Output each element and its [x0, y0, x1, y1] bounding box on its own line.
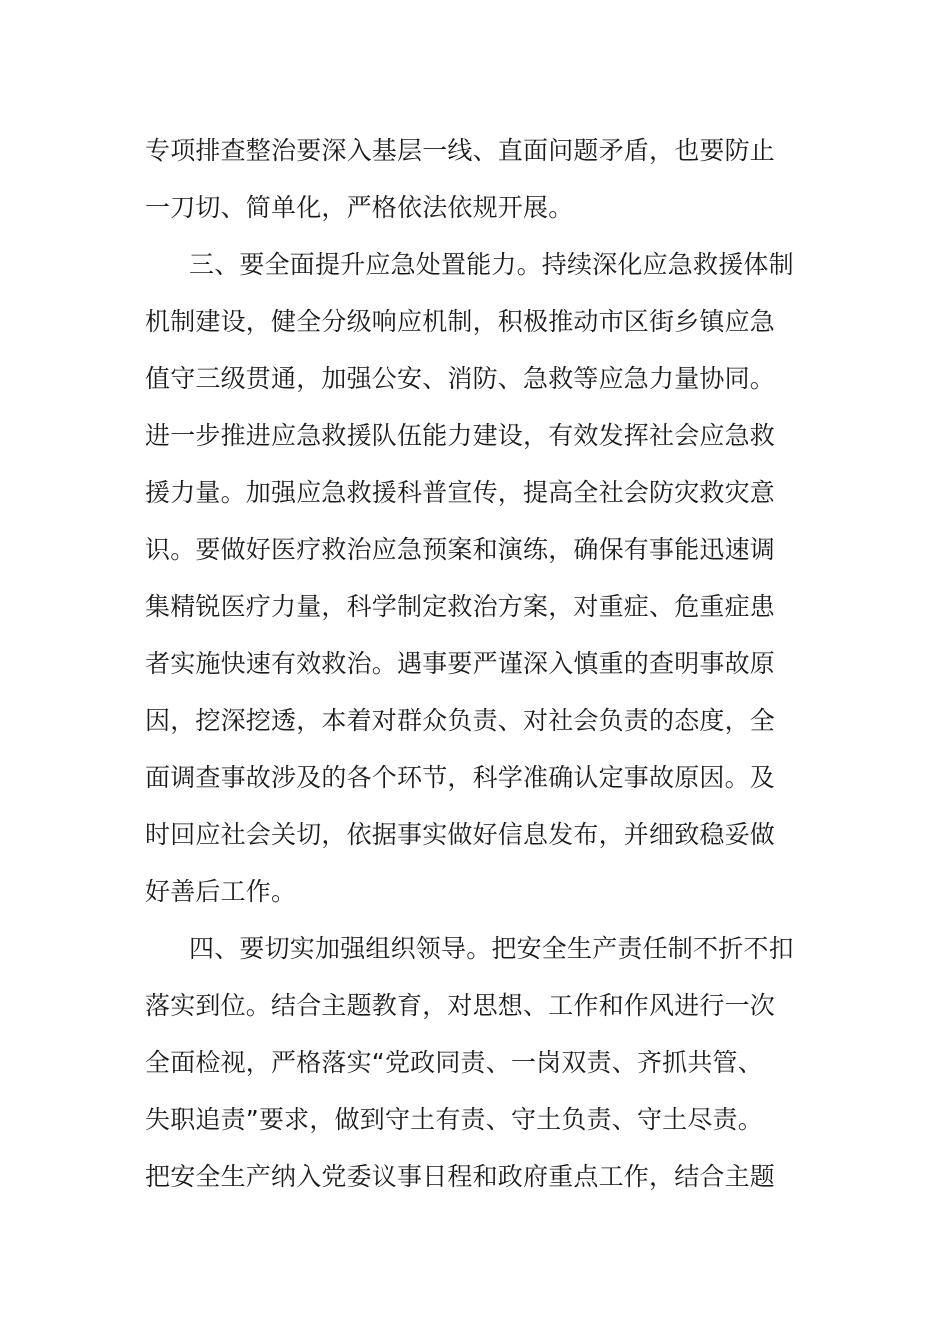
text-line: 面调查事故涉及的各个环节，科学准确认定事故原因。及 — [145, 763, 776, 792]
text-line: 失职追责”要求，做到守土有责、守土负责、守土尽责。 — [145, 1105, 763, 1134]
text-line: 值守三级贯通，加强公安、消防、急救等应急力量协同。 — [145, 364, 776, 393]
text-line: 进一步推进应急救援队伍能力建设，有效发挥社会应急救 — [145, 421, 776, 450]
text-line: 把安全生产纳入党委议事日程和政府重点工作，结合主题 — [145, 1162, 776, 1191]
text-line: 时回应社会关切，依据事实做好信息发布，并细致稳妥做 — [145, 820, 776, 849]
section-heading-line: 四、要切实加强组织领导。把安全生产责任制不折不扣 — [189, 934, 794, 963]
text-line: 识。要做好医疗救治应急预案和演练，确保有事能迅速调 — [145, 535, 776, 564]
section-heading-line: 三、要全面提升应急处置能力。持续深化应急救援体制 — [189, 250, 794, 279]
text-line: 集精锐医疗力量，科学制定救治方案，对重症、危重症患 — [145, 592, 776, 621]
text-line: 好善后工作。 — [145, 877, 297, 906]
text-line: 者实施快速有效救治。遇事要严谨深入慎重的查明事故原 — [145, 649, 776, 678]
text-line: 一刀切、简单化，严格依法依规开展。 — [145, 193, 574, 222]
text-line: 机制建设，健全分级响应机制，积极推动市区街乡镇应急 — [145, 307, 776, 336]
body-text — [145, 122, 815, 1205]
text-line: 专项排查整治要深入基层一线、直面问题矛盾，也要防止 — [145, 136, 776, 165]
text-line: 全面检视，严格落实“党政同责、一岗双责、齐抓共管、 — [145, 1048, 763, 1077]
text-line: 落实到位。结合主题教育，对思想、工作和作风进行一次 — [145, 991, 776, 1020]
text-line: 援力量。加强应急救援科普宣传，提高全社会防灾救灾意 — [145, 478, 776, 507]
text-line: 因，挖深挖透，本着对群众负责、对社会负责的态度，全 — [145, 706, 776, 735]
